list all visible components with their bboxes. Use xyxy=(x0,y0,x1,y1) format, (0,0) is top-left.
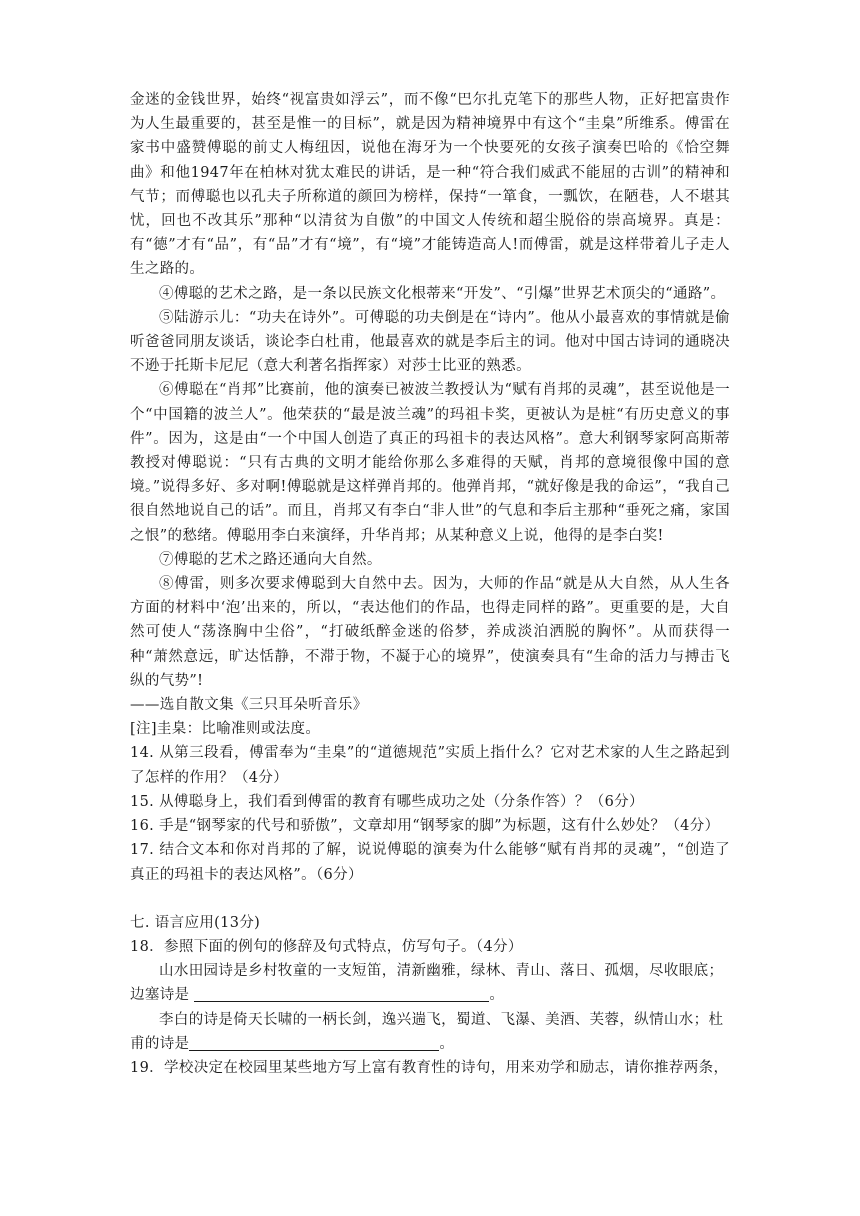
fill-line-1 xyxy=(130,983,730,1007)
passage-paragraph-8: ⑧傅雷，则多次要求傅聪到大自然中去。因为，大师的作品“就是从大自然，从人生各方面的材料中‘泡’出来的，所以，“表达他们的作品，也得走同样的路”。更重要的是，大自然可使人“荡涤胸中尘俗”，“打破纸醉金迷的俗梦，养成淡泊洒脱的胸怀”。从而获得一种“萧然意远，旷达恬静，不滞于物，不凝于心的境界”，使演奏具有“生命的活力与搏击飞纵的气势”! xyxy=(130,576,730,689)
question-14: 14. 从第三段看，傅雷奉为“圭臬”的“道德规范”实质上指什么？它对艺术家的人生之路起到了怎样的作用？（4分） xyxy=(130,745,730,786)
answer-blank-1[interactable] xyxy=(194,985,489,1002)
passage-paragraph-3-end: 金迷的金钱世界，始终“视富贵如浮云”，而不像“巴尔扎克笔下的那些人物，正好把富贵作为人生最重要的，甚至是惟一的目标”，就是因为精神境界中有这个“圭臬”所维系。傅雷在家书中盛赞傅聪的前丈人梅纽因，说他在海牙为一个快要死的女孩子演奏巴哈的《恰空舞曲》和他1947年在柏林对犹太难民的讲话，是一种“符合我们威武不能屈的古训”的精神和气节；而傅聪也以孔夫子所称道的颜回为榜样，保持“一箪食，一瓢饮，在陋巷，人不堪其忧，回也不改其乐”那种“以清贫为自傲”的中国文人传统和超尘脱俗的崇高境界。真是：有“德”才有“品”，有“品”才有“境”，有“境”才能铸造高人!而傅雷，就是这样带着儿子走人生之路的。 xyxy=(130,92,730,278)
example-sentence-2: 李白的诗是倚天长啸的一柄长剑，逸兴遄飞，蜀道、飞瀑、美酒、芙蓉，纵情山水；杜 xyxy=(159,1011,724,1028)
question-16: 16. 手是“钢琴家的代号和骄傲”，文章却用“钢琴家的脚”为标题，这有什么妙处？（4分） xyxy=(130,818,720,835)
section-gap xyxy=(130,887,730,911)
passage-paragraph-4: ④傅聪的艺术之路，是一条以民族文化根蒂来“开发”、“引爆”世界艺术顶尖的“通路”。 xyxy=(159,285,726,302)
fill-line-1-prefix: 边塞诗是 xyxy=(130,987,190,1004)
example-sentence: 山水田园诗是乡村牧童的一支短笛，清新幽雅，绿林、青山、落日、孤烟，尽收眼底； xyxy=(159,963,724,980)
exam-page xyxy=(130,88,730,1080)
annotation-note: [注]圭臬：比喻准则或法度。 xyxy=(130,721,321,738)
passage-source: ——选自散文集《三只耳朵听音乐》 xyxy=(130,697,368,714)
question-17: 17. 结合文本和你对肖邦的了解，说说傅聪的演奏为什么能够“赋有肖邦的灵魂”，“创造了真正的玛祖卡的表达风格”。（6分） xyxy=(130,842,730,883)
answer-blank-2[interactable] xyxy=(189,1034,439,1051)
passage-paragraph-6: ⑥傅聪在“肖邦”比赛前，他的演奏已被波兰教授认为“赋有肖邦的灵魂”，甚至说他是一个“中国籍的波兰人”。他荣获的“最是波兰魂”的玛祖卡奖，更被认为是桩“有历史意义的事件”。因为，这是由“一个中国人创造了真正的玛祖卡的表达风格”。意大利钢琴家阿高斯蒂教授对傅聪说：“只有古典的文明才能给你那么多难得的天赋，肖邦的意境很像中国的意境。”说得多好、多对啊!傅聪就是这样弹肖邦的。他弹肖邦，“就好像是我的命运”，“我自己很自然地说自己的话”。而且，肖邦又有李白“非人世”的气息和李后主那种“垂死之痛，家国之恨”的愁绪。傅聪用李白来演绎，升华肖邦；从某种意义上说，他得的是李白奖! xyxy=(130,382,730,544)
question-15: 15. 从傅聪身上，我们看到傅雷的教育有哪些成功之处（分条作答）？（6分） xyxy=(130,793,644,810)
question-19: 19．学校决定在校园里某些地方写上富有教育性的诗句，用来劝学和励志，请你推荐两条， xyxy=(130,1059,729,1076)
fill-line-2 xyxy=(130,1032,730,1056)
section-7-title: 七. 语言应用(13分) xyxy=(130,914,261,931)
question-18: 18．参照下面的例句的修辞及句式特点，仿写句子。（4分） xyxy=(130,938,523,955)
fill-line-2-prefix: 甫的诗是 xyxy=(130,1035,190,1052)
passage-paragraph-5: ⑤陆游示儿：“功夫在诗外”。可傅聪的功夫倒是在“诗内”。他从小最喜欢的事情就是偷听爸爸同朋友谈话，谈论李白杜甫，他最喜欢的就是李后主的词。他对中国古诗词的通晓决不逊于托斯卡尼尼（意大利著名指挥家）对莎士比亚的熟悉。 xyxy=(130,309,730,375)
passage-paragraph-7: ⑦傅聪的艺术之路还通向大自然。 xyxy=(159,551,382,568)
fill-line-2-suffix: 。 xyxy=(439,1035,455,1052)
fill-line-1-suffix: 。 xyxy=(489,987,505,1004)
